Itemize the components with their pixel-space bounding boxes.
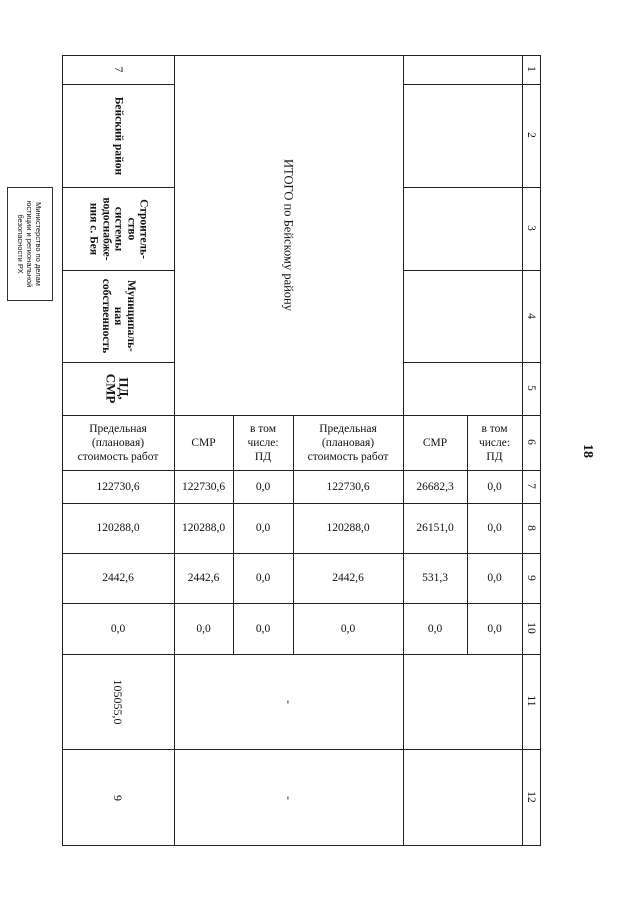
registration-stamp — [7, 187, 53, 301]
table-cell: 0,0 — [487, 480, 502, 493]
header-smr-2: СМР — [422, 436, 448, 449]
page-number: 18 — [580, 444, 595, 458]
table-cell: 0,0 — [110, 622, 126, 635]
table-cell: 26151,0 — [416, 522, 454, 534]
table-cell: 120288,0 — [181, 522, 226, 534]
object-name: Строитель- ство системы водоснабже- ния с. Бея — [87, 197, 150, 261]
row11-dash: - — [282, 700, 294, 704]
column-number: 12 — [525, 791, 537, 803]
column-number: 10 — [525, 622, 537, 634]
row12-value: 9 — [111, 795, 125, 801]
ownership: Муниципаль- ная собственность — [99, 278, 137, 354]
column-number: 6 — [525, 439, 537, 445]
table-cell: 122730,6 — [181, 480, 226, 493]
column-number: 7 — [525, 483, 537, 489]
table-cell: 0,0 — [340, 622, 356, 635]
table-cell: 0,0 — [196, 622, 211, 635]
column-number: 3 — [525, 225, 537, 231]
column-number: 9 — [525, 575, 537, 581]
table-cell: 0,0 — [487, 522, 502, 534]
row-number: 7 — [112, 66, 125, 73]
table-cell: 122730,6 — [326, 480, 370, 493]
table-cell: 2442,6 — [102, 572, 134, 584]
row12-dash: - — [282, 796, 294, 800]
table-cell: 122730,6 — [96, 480, 140, 493]
table-cell: 2442,6 — [187, 572, 220, 584]
column-number: 2 — [525, 132, 537, 138]
table-cell: 0,0 — [255, 572, 271, 584]
row11-value: 105055,0 — [111, 679, 125, 725]
column-number: 4 — [525, 313, 537, 319]
table-cell: 0,0 — [487, 572, 502, 584]
work-kind: ПД, СМР — [104, 373, 132, 404]
table-cell: 120288,0 — [326, 522, 370, 534]
table-cell: 0,0 — [255, 480, 271, 493]
stamp-text: Министерство по делам юстиции и региональной безопасности РХ — [16, 200, 44, 288]
header-cost-2: Предельная (плановая) стоимость работ — [307, 422, 389, 463]
table-cell: 0,0 — [255, 622, 271, 635]
table-cell: 531,3 — [422, 572, 448, 584]
district-name: Бейский район — [112, 96, 125, 176]
total-label: ИТОГО по Бейскому району — [281, 158, 296, 312]
header-pd-1: в том числе: ПД — [247, 422, 279, 463]
column-number: 8 — [525, 525, 537, 531]
table-cell: 120288,0 — [96, 522, 140, 534]
table-cell: 2442,6 — [332, 572, 364, 584]
column-number: 5 — [525, 385, 537, 391]
header-smr-1: СМР — [191, 436, 216, 449]
header-cost-1: Предельная (плановая) стоимость работ — [77, 422, 159, 463]
column-number: 1 — [525, 66, 537, 72]
column-number: 11 — [525, 695, 537, 707]
table-cell: 0,0 — [427, 622, 443, 635]
header-pd-2: в том числе: ПД — [478, 422, 511, 463]
table-cell: 26682,3 — [416, 480, 454, 493]
table-cell: 0,0 — [255, 522, 271, 534]
table-cell: 0,0 — [487, 622, 502, 635]
